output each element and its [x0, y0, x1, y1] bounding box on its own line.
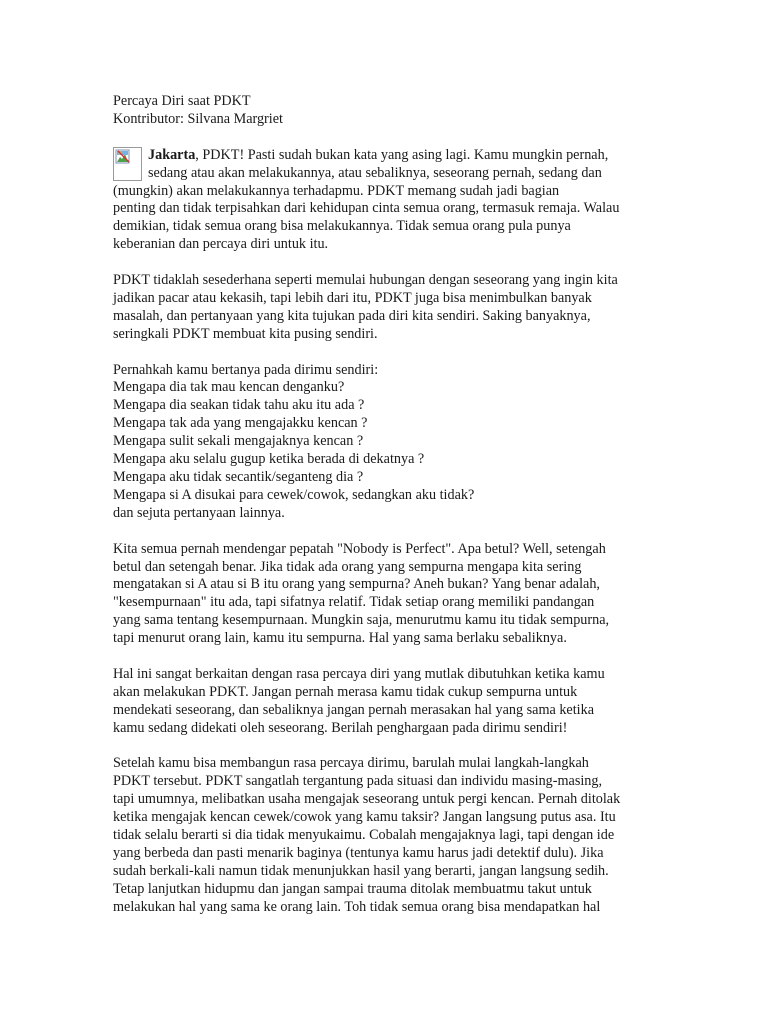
paragraph-2-line: masalah, dan pertanyaan yang kita tujukan pada diri kita sendiri. Saking banyaknya,: [113, 307, 591, 324]
question-list-intro: Pernahkah kamu bertanya pada dirimu sendiri:: [113, 361, 379, 378]
paragraph-5-line: Hal ini sangat berkaitan dengan rasa percaya diri yang mutlak dibutuhkan ketika kamu: [113, 665, 605, 682]
paragraph-4-line: yang sama tentang kesempurnaan. Mungkin saja, menurutmu kamu itu tidak sempurna,: [113, 612, 610, 629]
paragraph-4-line: "kesempurnaan" itu ada, tapi sifatnya relatif. Tidak setiap orang memiliki pandangan: [113, 594, 595, 611]
paragraph-6-line: melakukan hal yang sama ke orang lain. Toh tidak semua orang bisa mendapatkan hal: [113, 898, 601, 915]
paragraph-6-line: tidak selalu berarti si dia tidak menyukaimu. Cobalah mengajaknya lagi, tapi dengan ide: [113, 827, 615, 844]
paragraph-6: [113, 755, 643, 916]
paragraph-1-indented-line: sedang atau akan melakukannya, atau sebaliknya, seseorang pernah, sedang dan: [148, 164, 602, 181]
paragraph-2-line: PDKT tidaklah sesederhana seperti memulai hubungan dengan seseorang yang ingin kita: [113, 272, 618, 289]
dateline: Jakarta: [148, 146, 196, 163]
paragraph-5-line: akan melakukan PDKT. Jangan pernah merasa kamu tidak cukup sempurna untuk: [113, 683, 578, 700]
paragraph-1-line: demikian, tidak semua orang bisa melakukannya. Tidak semua orang pula punya: [113, 218, 571, 235]
article-title: Percaya Diri saat PDKT: [113, 93, 251, 109]
paragraph-1-lead-text: , PDKT! Pasti sudah bukan kata yang asing lagi. Kamu mungkin pernah,: [195, 146, 609, 163]
paragraph-6-line: tapi umumnya, melibatkan usaha mengajak seseorang untuk pergi kencan. Pernah ditolak: [113, 791, 621, 808]
paragraph-1-indented-line: (mungkin) akan melakukannya terhadapmu. PDKT memang sudah jadi bagian: [113, 182, 560, 199]
question-item: Mengapa si A disukai para cewek/cowok, sedangkan aku tidak?: [113, 486, 475, 503]
paragraph-5-line: kamu sedang didekati oleh seseorang. Berilah penghargaan pada dirimu sendiri!: [113, 719, 568, 736]
paragraph-6-line: yang berbeda dan pasti menarik baginya (tentunya kamu harus jadi detektif dulu). Jika: [113, 844, 604, 861]
broken-image-icon: [113, 147, 142, 181]
question-item: Mengapa aku tidak secantik/seganteng dia ?: [113, 468, 364, 485]
paragraph-4-line: mengatakan si A atau si B itu orang yang sempurna? Aneh bukan? Yang benar adalah,: [113, 576, 600, 593]
paragraph-6-line: Tetap lanjutkan hidupmu dan jangan sampai trauma ditolak membuatmu takut untuk: [113, 880, 592, 897]
paragraph-4-line: Kita semua pernah mendengar pepatah "Nobody is Perfect". Apa betul? Well, setengah: [113, 540, 606, 557]
paragraph-4-line: tapi menurut orang lain, kamu itu sempurna. Hal yang sama berlaku sebaliknya.: [113, 630, 567, 647]
paragraph-6-line: ketika mengajak kencan cewek/cowok yang kamu taksir? Jangan langsung putus asa. Itu: [113, 809, 616, 826]
paragraph-6-line: sudah berkali-kali namun tidak menunjukkan hasil yang berarti, jangan langsung sedih.: [113, 862, 609, 879]
question-item: Mengapa sulit sekali mengajaknya kencan ?: [113, 433, 364, 450]
paragraph-4-line: betul dan setengah benar. Jika tidak ada orang yang sempurna mengapa kita sering: [113, 558, 582, 575]
paragraph-6-line: PDKT tersebut. PDKT sangatlah tergantung pada situasi dan individu masing-masing,: [113, 773, 603, 790]
question-list-outro: dan sejuta pertanyaan lainnya.: [113, 504, 285, 521]
question-item: Mengapa dia seakan tidak tahu aku itu ada ?: [113, 397, 365, 414]
question-item: Mengapa tak ada yang mengajakku kencan ?: [113, 415, 368, 432]
paragraph-1-line: keberanian dan percaya diri untuk itu.: [113, 236, 329, 253]
paragraph-2: [113, 272, 643, 344]
paragraph-6-line: Setelah kamu bisa membangun rasa percaya dirimu, barulah mulai langkah-langkah: [113, 755, 589, 772]
paragraph-2-line: jadikan pacar atau kekasih, tapi lebih dari itu, PDKT juga bisa menimbulkan banyak: [113, 289, 592, 306]
paragraph-1-line: penting dan tidak terpisahkan dari kehidupan cinta semua orang, termasuk remaja. Walau: [113, 200, 620, 217]
paragraph-5-line: mendekati seseorang, dan sebaliknya jangan pernah merasakan hal yang sama ketika: [113, 701, 595, 718]
paragraph-5: [113, 666, 643, 738]
paragraph-3-question-list: [113, 362, 643, 523]
paragraph-1: [113, 147, 643, 254]
question-item: Mengapa aku selalu gugup ketika berada di dekatnya ?: [113, 451, 425, 468]
paragraph-1-lead: [113, 147, 643, 165]
document-body: [113, 93, 643, 934]
paragraph-4: [113, 541, 643, 648]
article-contributor: Kontributor: Silvana Margriet: [113, 110, 283, 127]
article-header: [113, 93, 643, 129]
question-item: Mengapa dia tak mau kencan denganku?: [113, 379, 345, 396]
paragraph-2-line: seringkali PDKT membuat kita pusing sendiri.: [113, 325, 378, 342]
